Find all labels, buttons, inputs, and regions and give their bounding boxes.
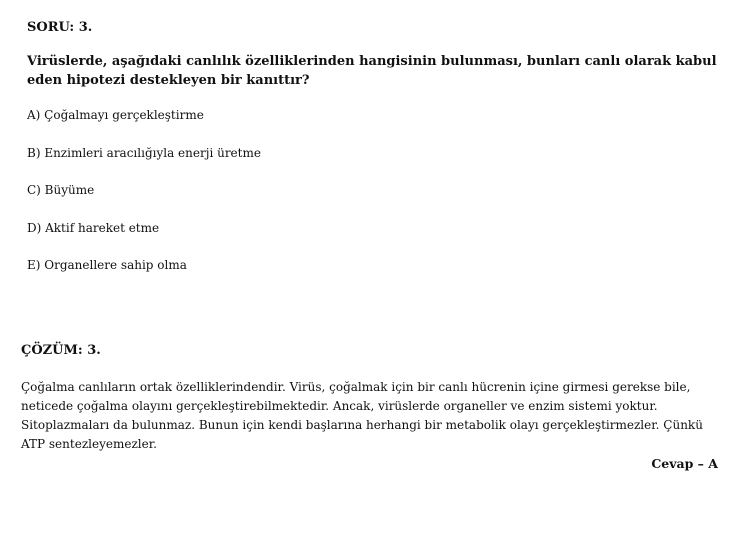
question-text: Virüslerde, aşağıdaki canlılık özelliklerinden hangisinin bulunması, bunları canlı olarak kabul eden hipotezi destekleyen bir kanıttır? (27, 54, 717, 88)
option-d: D) Aktif hareket etme (27, 220, 160, 235)
option-a: A) Çoğalmayı gerçekleştirme (27, 108, 204, 122)
option-e: E) Organellere sahip olma (27, 258, 187, 272)
option-c: C) Büyüme (27, 183, 95, 197)
answer-label: Cevap – A (651, 456, 718, 471)
option-b: B) Enzimleri aracılığıyla enerji üretme (27, 145, 261, 160)
question-heading: SORU: 3. (27, 20, 93, 35)
options-list (27, 106, 727, 275)
question-section (27, 18, 727, 294)
solution-section (21, 341, 721, 454)
solution-heading: ÇÖZÜM: 3. (21, 343, 101, 358)
solution-text: Çoğalma canlıların ortak özelliklerindendir. Virüs, çoğalmak için bir canlı hücrenin içine girmesi gerekse bile, neticede çoğalma olayını gerçekleştirebilmektedir. Ancak, virüslerde organeller ve enzim sistemi yoktur. Sitoplazmaları da bulunmaz. Bunun için kendi başlarına herhangi bir metabolik olayı gerçekleştirmezler. Çünkü ATP sentezleyemezler. (21, 380, 703, 451)
